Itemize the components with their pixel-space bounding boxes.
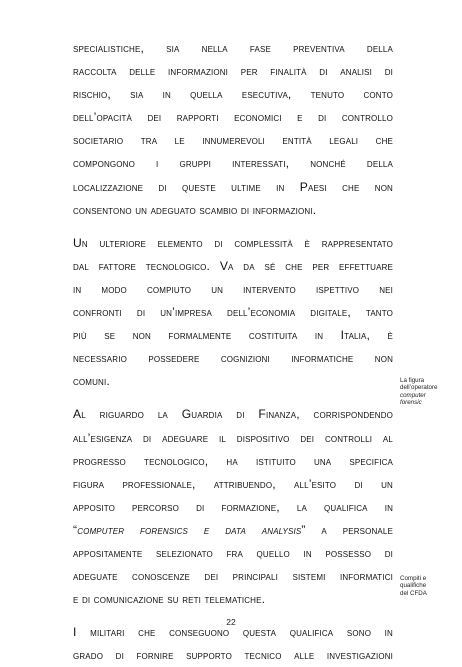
text-line: “computer forensics e data analysis” a personale <box>73 522 393 537</box>
margin-note-line: La figura <box>400 377 425 384</box>
paragraph <box>73 403 393 611</box>
text-line: rischio, sia in quella esecutiva, tenuto conto <box>73 87 393 102</box>
text-line: I militari che conseguono questa qualifica sono in <box>73 625 393 640</box>
page-number: 22 <box>226 617 236 627</box>
margin-note-line: computer <box>400 391 426 399</box>
text-line: comuni. <box>73 374 110 389</box>
text-line: in modo compiuto un intervento ispettivo nei <box>73 281 393 296</box>
text-line: appositamente selezionato fra quello in possesso di <box>73 545 393 560</box>
margin-note-line: qualifiche <box>400 582 427 590</box>
text-line: dal fattore tecnologico. Va da sé che per effettuare <box>73 258 393 273</box>
margin-note-line: del CFDA <box>400 589 427 597</box>
text-line: necessario possedere cognizioni informatiche non <box>73 351 393 366</box>
text-line: e di comunicazione su reti telematiche. <box>73 592 266 607</box>
text-line: compongono i gruppi interessati, nonché della <box>73 156 393 171</box>
text-line: progresso tecnologico, ha istituito una specifica <box>73 453 393 468</box>
margin-note <box>400 575 458 597</box>
text-line: Al riguardo la Guardia di Finanza, corrispondendo <box>73 407 393 422</box>
text-line: raccolta delle informazioni per finalità di analisi di <box>73 64 393 79</box>
text-line: dell’opacità dei rapporti economici e di controllo <box>73 110 393 125</box>
text-line: Un ulteriore elemento di complessità è rappresentato <box>73 235 393 250</box>
margin-note-line: forensic <box>400 399 422 407</box>
margin-note-line: Compiti e <box>400 575 427 582</box>
text-line: consentono un adeguato scambio di informazioni. <box>73 202 317 217</box>
paragraph <box>73 37 393 222</box>
text-line: specialistiche, sia nella fase preventiva della <box>73 41 393 55</box>
text-line: apposito percorso di formazione, la qualifica in <box>73 499 393 514</box>
text-line: più se non formalmente costituita in Italia, è <box>73 328 393 343</box>
text-line: localizzazione di queste ultime in Paesi che non <box>73 179 393 194</box>
text-line: societario tra le innumerevoli entità legali che <box>73 133 393 148</box>
paragraph <box>73 232 393 394</box>
text-line: grado di fornire supporto tecnico alle investigazioni <box>73 648 393 663</box>
text-line: figura professionale, attribuendo, all’esito di un <box>73 476 393 491</box>
margin-note <box>400 377 458 407</box>
paragraph <box>73 621 393 667</box>
text-line: adeguate conoscenze dei principali sistemi informatici <box>73 569 393 584</box>
margin-note-line: dell’operatore <box>400 384 438 392</box>
text-line: all’esigenza di adeguare il dispositivo dei controlli al <box>73 430 393 445</box>
body-text <box>73 37 393 667</box>
text-line: confronti di un’impresa dell’economia digitale, tanto <box>73 305 393 320</box>
